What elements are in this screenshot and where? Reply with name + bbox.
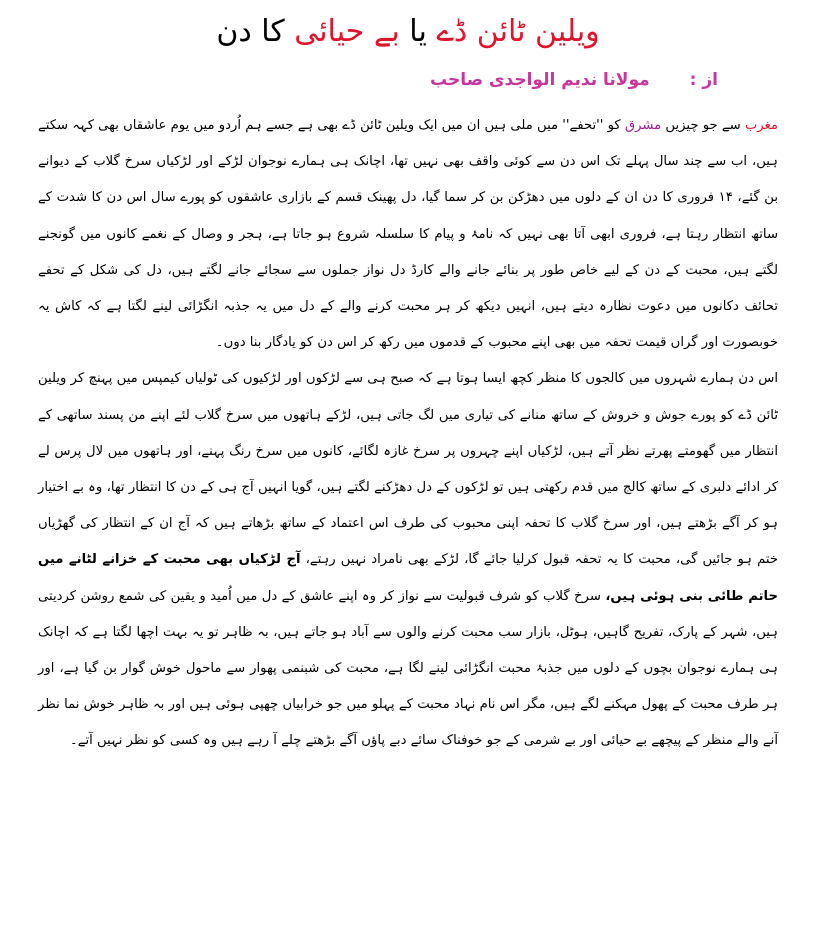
highlight-west: مغرب — [744, 118, 778, 133]
article-title — [0, 10, 816, 54]
article-body — [38, 108, 778, 760]
paragraph-1-text-a: سے جو چیزیں — [661, 118, 745, 133]
title-part-day: کا دن — [216, 14, 295, 49]
title-part-or: یا — [399, 14, 437, 49]
paragraph-1 — [38, 108, 778, 361]
paragraph-2-text-a: اس دن ہمارے شہروں میں کالجوں کا منظر کچھ ایسا ہوتا ہے کہ صبح ہی سے لڑکوں اور لڑکیوں کی ٹولیاں کیمپس میں پہنچ کر ویلین ٹائن ڈے کو پورے جوش و خروش کے ساتھ منانے کی تیاری میں لگ جاتی ہیں، لڑکے ہاتھوں میں سرخ گلاب لئے اپنے من پسند ساتھی کے انتظار میں گھومتے پھرتے نظر آتے ہیں، لڑکیاں اپنے چہروں پر سرخ غازہ لگائے، کانوں میں سرخ رنگ پہنے، اور ہاتھوں میں لال پرس لے کر ادائے دلبری کے ساتھ کالج میں قدم رکھتی ہیں تو لڑکوں کے دل دھڑکنے لگتے ہیں، گویا انہیں آج ہی کے دن کا انتظار تھا، وہ بے اختیار ہو کر آگے بڑھتے ہیں، اور سرخ گلاب کا تحفہ اپنی محبوب کی طرف اس اعتماد کے ساتھ بڑھاتے ہیں کہ آج ان کے انتظار کی گھڑیاں ختم ہو جائیں گی، محبت کا یہ تحفہ قبول کرلیا جائے گا، لڑکے بھی نامراد نہیں رہتے، — [38, 371, 778, 568]
byline-author: مولانا ندیم الواجدی صاحب — [429, 70, 650, 90]
paragraph-1-text-b: کو ''تحفے'' میں ملی ہیں ان میں ایک ویلین ٹائن ڈے بھی ہے جسے ہم اُردو میں یوم عاشقاں بھی کہہ سکتے ہیں، اب سے چند سال پہلے تک اس دن سے کوئی واقف بھی نہیں تھا، اچانک ہی ہمارے نوجوان لڑکے اور لڑکیاں سرخ گلاب کے دیوانے بن گئے، ۱۴ فروری کا دن ان کے دلوں میں دھڑکن بن کر سما گیا، دل پھینک قسم کے بازاری عاشقوں کو پورے سال اس دن کا شدت کے ساتھ انتظار رہتا ہے، فروری ابھی آتا بھی نہیں کہ نامۂ و پیام کا سلسلہ شروع ہو جاتا ہے، ہجر و وصال کے نغمے کانوں میں گونجنے لگتے ہیں، محبت کے دن کے لیے خاص طور پر بنائے جانے والے کارڈ دل نواز جملوں سے سجائے جانے لگتے ہیں، دل کی شکل کے تحفے تحائف دکانوں میں دعوت نظارہ دیتے ہیں، انہیں دیکھ کر ہر محبت کرنے والے کے دل میں یہ جذبہ انگڑائی لینے لگتا ہے کہ کاش یہ خوبصورت اور گراں قیمت تحفہ میں بھی اپنے محبوب کے قدموں میں رکھ کر اس دن کو یادگار بنا دوں۔ — [38, 118, 778, 351]
highlight-east: مشرق — [624, 118, 662, 133]
paragraph-2-text-b: سرخ گلاب کو شرف قبولیت سے نواز کر وہ اپنے عاشق کے دل میں اُمید و یقین کی شمع روشن کردیتی ہیں، شہر کے پارک، تفریح گاہیں، ہوٹل، بازار سب محبت کرنے والوں سے آباد ہو جاتے ہیں، بہ ظاہر تو یہ بہت اچھا لگتا ہے کہ اچانک ہی ہمارے نوجوان بچوں کے دلوں میں جذبۂ محبت انگڑائی لینے لگا ہے، محبت کی شبنمی پھوار سے ماحول خوش گوار بن گیا ہے، اور ہر طرف محبت کے پھول مہکنے لگے ہیں، مگر اس نام نہاد محبت کے پہلو میں جو خرابیاں چھپی ہوئی ہیں اور بہ ظاہر خوش نما نظر آنے والے منظر کے پیچھے بے حیائی اور بے شرمی کے جو خوفناک سائے دبے پاؤں آگے بڑھتے چلے آ رہے ہیں وہ کسی کو نظر نہیں آتے۔ — [38, 588, 778, 749]
author-byline — [430, 68, 718, 92]
title-part-immodesty: بے حیائی — [294, 14, 400, 49]
byline-label: از : — [689, 70, 718, 90]
paragraph-2 — [38, 361, 778, 759]
paragraph-2-bold: آج لڑکیاں بھی محبت کے خزانے لٹانے میں حاتم طائی بنی ہوئی ہیں، — [38, 552, 779, 604]
title-part-valentine: ویلین ٹائن ڈے — [436, 14, 600, 49]
